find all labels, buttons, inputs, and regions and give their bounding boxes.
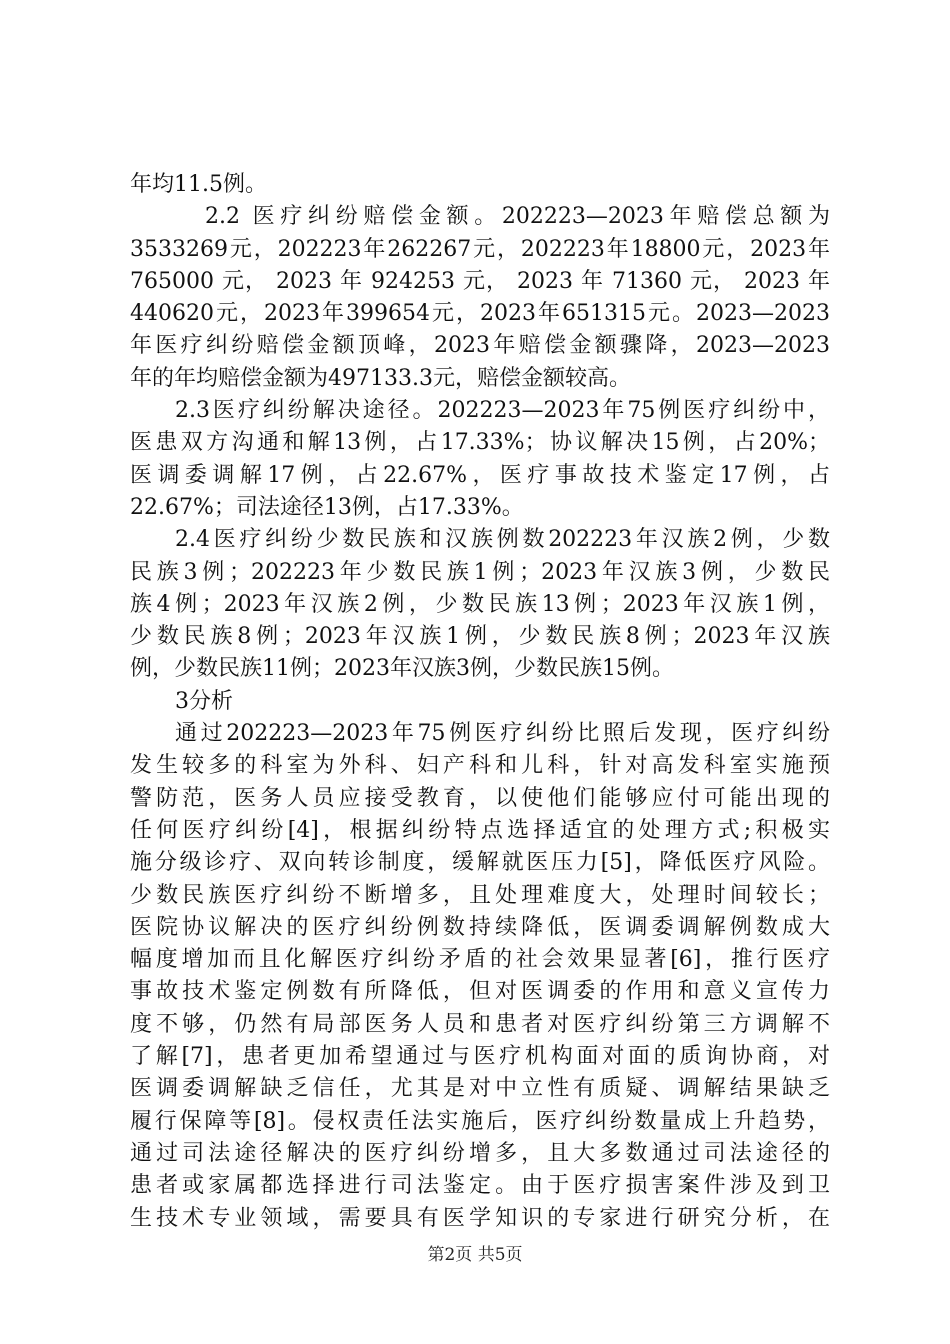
- text-line: 医调委调解缺乏信任，尤其是对中立性有质疑、调解结果缺乏: [130, 1076, 830, 1102]
- document-body: [130, 169, 830, 1235]
- text-line: 事故技术鉴定例数有所降低，但对医调委的作用和意义宣传力: [130, 979, 830, 1005]
- text-line: 任何医疗纠纷[4]，根据纠纷特点选择适宜的处理方式;积极实: [130, 817, 830, 843]
- text-line: 医患双方沟通和解13例，占17.33%；协议解决15例，占20%；: [130, 430, 830, 456]
- text-line: 少数民族医疗纠纷不断增多，且处理难度大，处理时间较长；: [130, 882, 830, 908]
- text-line: 22.67%；司法途径13例，占17.33%。: [130, 494, 524, 520]
- text-line: 3分析: [175, 688, 233, 714]
- text-line: 3533269元，202223年262267元，202223年18800元，2023年: [130, 236, 830, 262]
- text-line: 施分级诊疗、双向转诊制度，缓解就医压力[5]，降低医疗风险。: [130, 850, 830, 876]
- text-line: 2.4医疗纠纷少数民族和汉族例数202223年汉族2例，少数: [175, 527, 830, 553]
- text-line: 例，少数民族11例；2023年汉族3例，少数民族15例。: [130, 656, 674, 682]
- text-line: 了解[7]，患者更加希望通过与医疗机构面对面的质询协商，对: [130, 1044, 830, 1070]
- text-line: 年均11.5例。: [130, 172, 267, 197]
- text-line: 通过202223—2023年75例医疗纠纷比照后发现，医疗纠纷: [175, 721, 830, 747]
- text-line: 医院协议解决的医疗纠纷例数持续降低，医调委调解例数成大: [130, 914, 830, 940]
- text-line: 幅度增加而且化解医疗纠纷矛盾的社会效果显著[6]，推行医疗: [130, 947, 830, 973]
- text-line: 患者或家属都选择进行司法鉴定。由于医疗损害案件涉及到卫: [130, 1173, 830, 1199]
- text-line: 2.2 医疗纠纷赔偿金额。202223—2023年赔偿总额为: [205, 204, 830, 230]
- text-line: 履行保障等[8]。侵权责任法实施后，医疗纠纷数量成上升趋势，: [130, 1108, 830, 1134]
- text-line: 警防范，医务人员应接受教育，以使他们能够应付可能出现的: [130, 785, 830, 811]
- text-line: 医调委调解17例，占22.67%，医疗事故技术鉴定17例，占: [130, 462, 830, 488]
- text-line: 族4例；2023年汉族2例，少数民族13例；2023年汉族1例，: [130, 591, 830, 617]
- page-footer: 第2页 共5页: [427, 1245, 523, 1265]
- text-line: 通过司法途径解决的医疗纠纷增多，且大多数通过司法途径的: [130, 1140, 830, 1166]
- text-line: 年的年均赔偿金额为497133.3元，赔偿金额较高。: [130, 365, 631, 391]
- text-line: 765000 元， 2023 年 924253 元， 2023 年 71360 元， 2023 年: [130, 268, 830, 294]
- text-line: 年医疗纠纷赔偿金额顶峰，2023年赔偿金额骤降，2023—2023: [130, 333, 830, 359]
- text-line: 440620元，2023年399654元，2023年651315元。2023—2023: [130, 301, 830, 327]
- text-line: 少数民族8例；2023年汉族1例，少数民族8例；2023年汉族: [130, 624, 830, 650]
- text-line: 生技术专业领域，需要具有医学知识的专家进行研究分析，在: [130, 1205, 830, 1231]
- text-line: 发生较多的科室为外科、妇产科和儿科，针对高发科室实施预: [130, 753, 830, 779]
- text-line: 度不够，仍然有局部医务人员和患者对医疗纠纷第三方调解不: [130, 1011, 830, 1037]
- text-line: 2.3医疗纠纷解决途径。202223—2023年75例医疗纠纷中，: [175, 398, 830, 424]
- text-line: 民族3例；202223年少数民族1例；2023年汉族3例，少数民: [130, 559, 830, 585]
